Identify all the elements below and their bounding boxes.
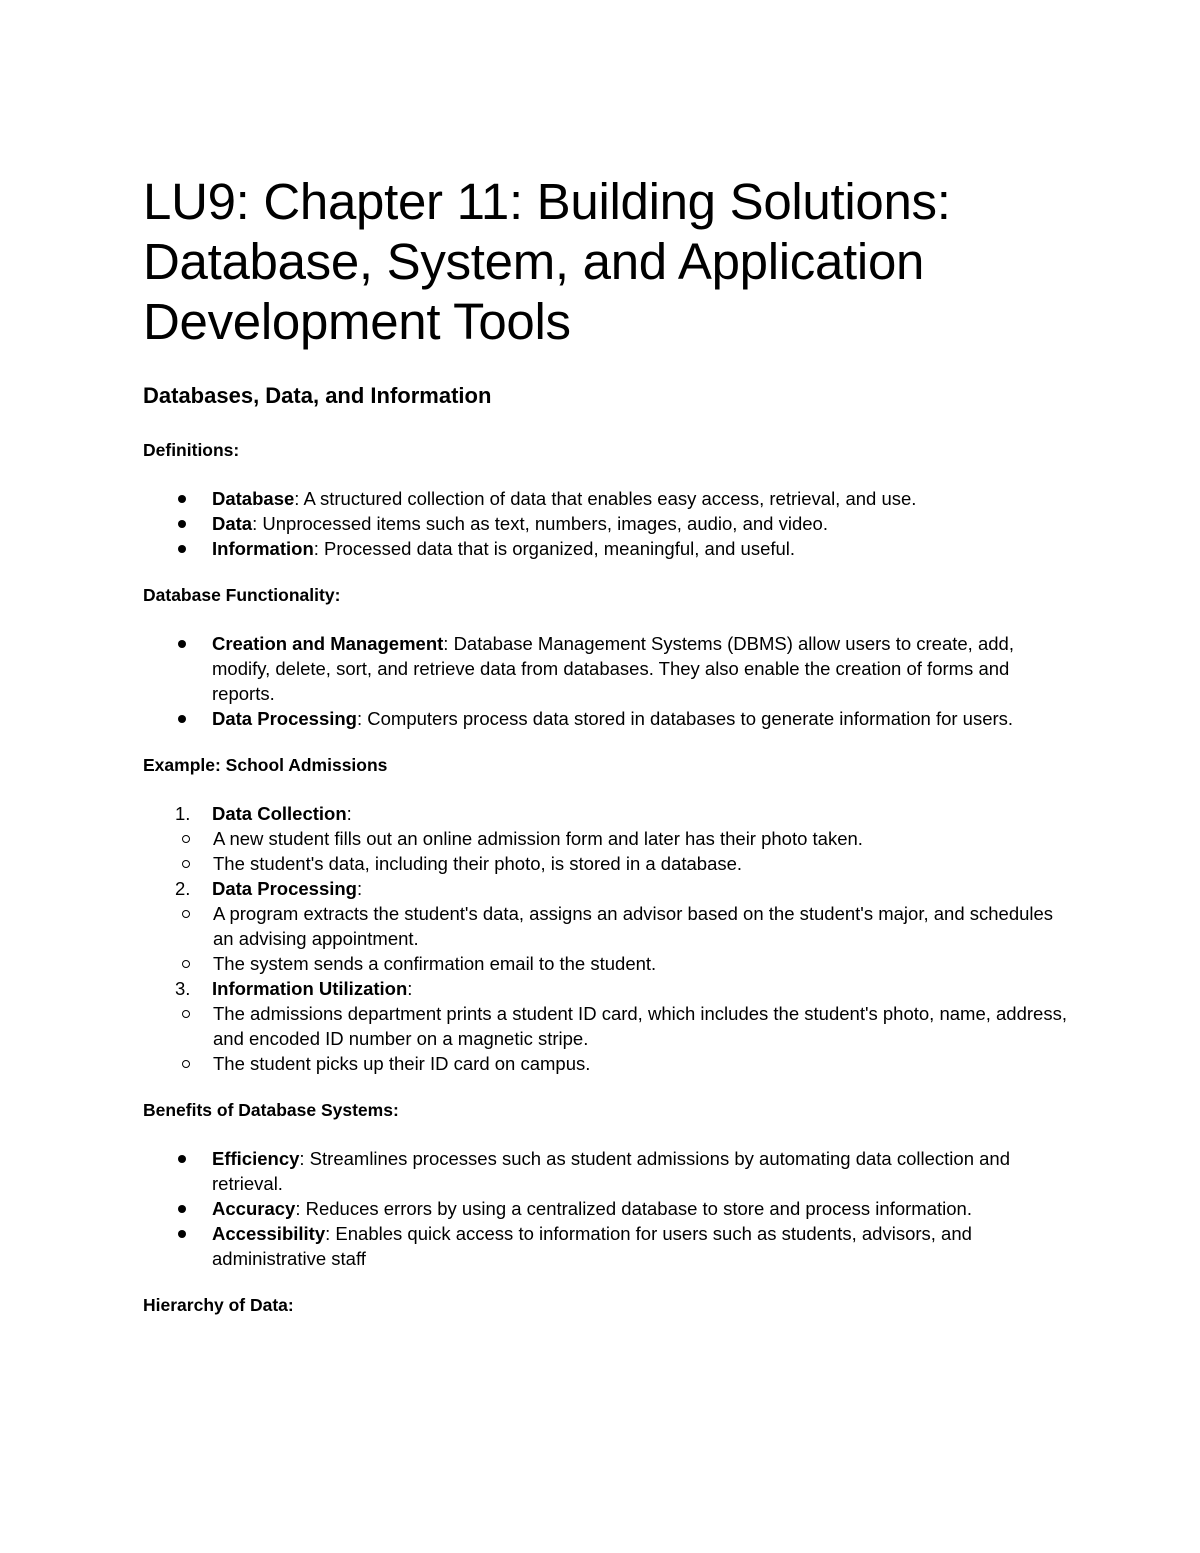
circle-bullet-icon [182, 1010, 190, 1018]
sub-text: The student picks up their ID card on campus. [213, 1053, 591, 1074]
example-steps [143, 976, 1073, 1001]
term: Data Processing [212, 708, 357, 729]
list-item [143, 1146, 1073, 1196]
functionality-heading: Database Functionality: [143, 585, 341, 605]
bullet-icon [178, 495, 186, 503]
step-colon: : [356, 878, 363, 899]
bullet-icon [178, 640, 186, 648]
sub-item [143, 1051, 1073, 1076]
sub-text: A program extracts the student's data, assigns an advisor based on the student's major, and schedules an advising appointment. [213, 903, 1054, 949]
term: Creation and Management [212, 633, 444, 654]
benefits-list [143, 1146, 1073, 1271]
step-number: 2. [175, 878, 191, 899]
definition: : A structured collection of data that enables easy access, retrieval, and use. [294, 488, 917, 509]
definition: : Database Management Systems (DBMS) allow users to create, add, modify, delete, sort, and retrieve data from databases. They also enable the creation of forms and reports. [212, 633, 1014, 704]
step-colon: : [346, 803, 352, 824]
circle-bullet-icon [182, 960, 190, 968]
sub-item [143, 901, 1073, 951]
definitions-heading: Definitions: [143, 440, 240, 460]
sub-item [143, 851, 1073, 876]
definition: : Streamlines processes such as student admissions by automating data collection and retrieval. [212, 1148, 1010, 1194]
step-sublist [143, 826, 1073, 876]
definition: : Computers process data stored in databases to generate information for users. [356, 708, 1014, 729]
circle-bullet-icon [182, 835, 190, 843]
hierarchy-heading: Hierarchy of Data: [143, 1295, 294, 1315]
step-sublist [143, 1001, 1073, 1076]
example-steps [143, 801, 1073, 826]
step-term: Information Utilization [212, 978, 408, 999]
definition: : Reduces errors by using a centralized database to store and process information. [295, 1198, 972, 1219]
bullet-icon [178, 1155, 186, 1163]
step-sublist [143, 901, 1073, 976]
sub-item [143, 1001, 1073, 1051]
step-term: Data Processing [212, 878, 357, 899]
example-steps [143, 876, 1073, 901]
example-heading: Example: School Admissions [143, 755, 388, 775]
definition: : Unprocessed items such as text, numbers, images, audio, and video. [252, 513, 828, 534]
bullet-icon [178, 1230, 186, 1238]
sub-item [143, 951, 1073, 976]
circle-bullet-icon [182, 910, 190, 918]
term: Database [212, 488, 295, 509]
bullet-icon [178, 1205, 186, 1213]
benefits-heading: Benefits of Database Systems: [143, 1100, 399, 1120]
step-colon: : [407, 978, 413, 999]
circle-bullet-icon [182, 860, 190, 868]
list-item [143, 486, 1073, 511]
sub-item [143, 826, 1073, 851]
list-item [143, 1196, 1073, 1221]
step-item [143, 801, 1073, 826]
step-number: 3. [175, 978, 191, 999]
functionality-list [143, 631, 1073, 731]
sub-text: The student's data, including their photo, is stored in a database. [213, 853, 743, 874]
sub-text: The system sends a confirmation email to the student. [213, 953, 657, 974]
section-heading: Databases, Data, and Information [143, 383, 492, 408]
definition: : Enables quick access to information for users such as students, advisors, and administrative staff [212, 1223, 972, 1269]
step-term: Data Collection [212, 803, 347, 824]
sub-text: A new student fills out an online admission form and later has their photo taken. [213, 828, 863, 849]
bullet-icon [178, 715, 186, 723]
bullet-icon [178, 520, 186, 528]
term: Accessibility [212, 1223, 326, 1244]
step-number: 1. [175, 803, 191, 824]
step-item [143, 976, 1073, 1001]
list-item [143, 511, 1073, 536]
list-item [143, 706, 1073, 731]
term: Data [212, 513, 253, 534]
term: Accuracy [212, 1198, 296, 1219]
list-item [143, 631, 1073, 706]
term: Information [212, 538, 314, 559]
list-item [143, 536, 1073, 561]
definition: : Processed data that is organized, meaningful, and useful. [313, 538, 796, 559]
bullet-icon [178, 545, 186, 553]
step-item [143, 876, 1073, 901]
term: Efficiency [212, 1148, 300, 1169]
page-title: LU9: Chapter 11: Building Solutions: Database, System, and Application Development Tools [143, 173, 951, 350]
sub-text: The admissions department prints a student ID card, which includes the student's photo, name, address, and encoded ID number on a magnetic stripe. [213, 1003, 1067, 1049]
definitions-list [143, 486, 1073, 561]
list-item [143, 1221, 1073, 1271]
document-page [143, 172, 1073, 1317]
circle-bullet-icon [182, 1060, 190, 1068]
